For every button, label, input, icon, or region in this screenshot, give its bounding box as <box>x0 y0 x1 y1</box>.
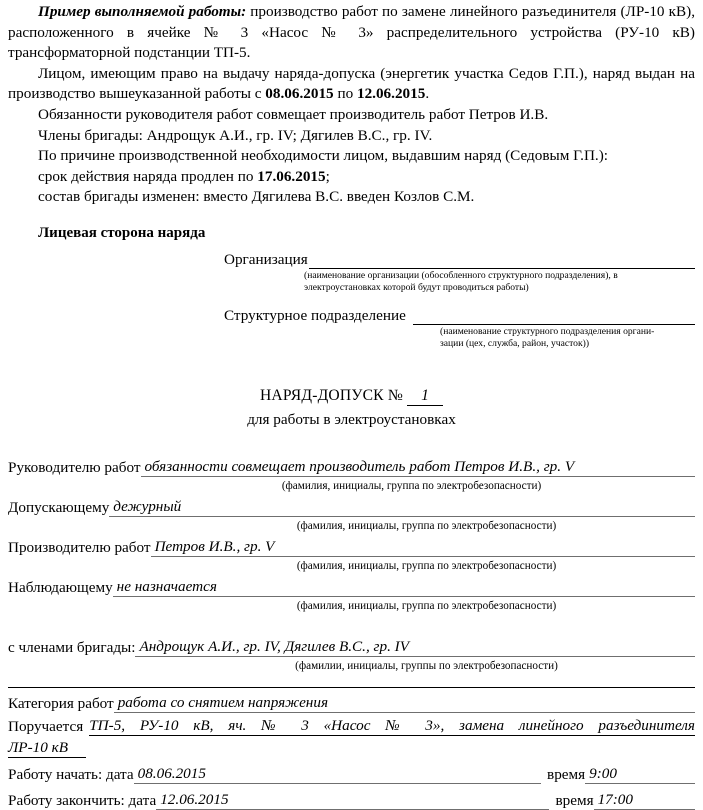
role-value-manager[interactable]: обязанности совмещает производитель работ Петров И.В., гр. V <box>141 458 575 477</box>
subdivision-row <box>8 306 695 325</box>
organization-label: Организация <box>224 250 308 268</box>
role-caption-performer: (фамилия, инициалы, группа по электробезопасности) <box>296 559 557 572</box>
work-start-label: Работу начать: дата <box>8 765 134 783</box>
subdivision-caption <box>440 326 695 351</box>
role-label-manager: Руководителю работ <box>8 458 141 476</box>
role-row-manager <box>8 458 695 477</box>
role-rest-brigade[interactable] <box>409 641 695 657</box>
example-text: производство работ по замене линейного разъединителя (ЛР-10 кВ), расположенного в ячейке № 3 «Насос № 3» распределительного устройства (РУ-10 кВ) трансформаторной подстанции ТП-5. <box>8 3 695 62</box>
role-caption-manager: (фамилия, инициалы, группа по электробезопасности) <box>281 479 542 492</box>
work-end-time[interactable]: 17:00 <box>594 790 633 810</box>
role-row-performer <box>8 538 695 557</box>
section-divider <box>8 687 695 688</box>
role-label-brigade: с членами бригады: <box>8 638 136 656</box>
intro-example-paragraph <box>8 2 695 64</box>
organization-row <box>8 250 695 269</box>
intro-replacement-paragraph: состав бригады изменен: вместо Дягилева В.С. введен Козлов С.М. <box>38 188 475 206</box>
intro-reason-paragraph: По причине производственной необходимости лицом, выдавшим наряд (Седовым Г.П.): <box>38 147 609 165</box>
role-rest-performer[interactable] <box>274 541 695 557</box>
role-label-performer: Производителю работ <box>8 538 151 556</box>
work-start-time[interactable]: 9:00 <box>585 764 617 784</box>
role-rest-manager[interactable] <box>574 461 695 477</box>
example-label: Пример выполняемой работы: <box>38 3 247 20</box>
subdivision-label: Структурное подразделение <box>224 306 406 324</box>
assignment-value-line1[interactable]: ТП-5, РУ-10 кВ, яч. № 3 «Насос № 3», замена линейного разъединителя <box>89 716 695 734</box>
work-end-time-rest[interactable] <box>633 794 695 810</box>
work-end-label: Работу закончить: дата <box>8 791 157 809</box>
extend-prefix: срок действия наряда продлен по <box>38 167 258 185</box>
role-label-observer: Наблюдающему <box>8 578 113 596</box>
extend-suffix: ; <box>325 167 330 185</box>
issue-text-a: Лицом, имеющим право на выдачу наряда-допуска (энергетик участка Седов Г.П.), наряд выдан на производство вышеуказанной работы с <box>8 64 695 103</box>
intro-brigade-paragraph: Члены бригады: Андрощук А.И., гр. IV; Дягилев В.С., гр. IV. <box>38 126 433 144</box>
role-row-admitting <box>8 498 695 517</box>
role-row-brigade <box>8 638 695 657</box>
intro-manager-paragraph: Обязанности руководителя работ совмещает производитель работ Петров И.В. <box>38 105 549 123</box>
intro-issue-paragraph <box>8 64 695 105</box>
work-start-date[interactable]: 08.06.2015 <box>134 764 206 784</box>
issue-date-to: 12.06.2015 <box>356 85 426 103</box>
role-value-observer[interactable]: не назначается <box>113 578 217 597</box>
organization-caption-line1: (наименование организации (обособленного структурного подразделения), в <box>304 269 618 281</box>
organization-caption <box>304 270 693 295</box>
work-category-value[interactable]: работа со снятием напряжения <box>114 693 328 713</box>
order-number-field[interactable]: 1 <box>407 387 443 406</box>
issue-end-text: . <box>425 85 430 103</box>
work-category-label: Категория работ <box>8 694 114 712</box>
issue-mid-text: по <box>333 85 357 103</box>
assignment-label: Поручается <box>8 717 84 735</box>
organization-caption-line2: электроустановках которой будут проводиться работы) <box>304 282 529 294</box>
work-end-time-label: время <box>555 791 594 809</box>
subdivision-caption-line2: зации (цех, служба, район, участок)) <box>440 338 590 350</box>
role-row-observer <box>8 578 695 597</box>
role-value-performer[interactable]: Петров И.В., гр. V <box>151 538 275 557</box>
subdivision-input[interactable] <box>413 310 695 325</box>
work-end-date-rest[interactable] <box>229 794 550 810</box>
document-title-block <box>8 387 695 429</box>
document-subtitle: для работы в электроустановках <box>247 410 456 428</box>
role-caption-admitting: (фамилия, инициалы, группа по электробезопасности) <box>296 519 557 532</box>
extend-date: 17.06.2015 <box>257 167 326 185</box>
role-caption-brigade: (фамилии, инициалы, группы по электробезопасности) <box>295 659 558 672</box>
work-category-rest[interactable] <box>328 697 695 713</box>
work-start-date-rest[interactable] <box>206 768 541 784</box>
work-start-time-rest[interactable] <box>617 768 695 784</box>
work-end-row <box>8 790 695 810</box>
organization-input[interactable] <box>309 254 695 269</box>
role-value-brigade[interactable]: Андрощук А.И., гр. IV, Дягилев В.С., гр. IV <box>135 638 409 657</box>
page-title <box>8 387 695 406</box>
work-end-date[interactable]: 12.06.2015 <box>156 790 228 810</box>
work-category-row <box>8 693 695 713</box>
role-value-admitting[interactable]: дежурный <box>109 498 181 517</box>
role-rest-observer[interactable] <box>217 581 695 597</box>
work-start-row <box>8 764 695 784</box>
issue-date-from: 08.06.2015 <box>265 85 334 103</box>
subdivision-caption-line1: (наименование структурного подразделения органи- <box>440 325 655 337</box>
work-start-time-label: время <box>547 765 586 783</box>
role-caption-observer: (фамилия, инициалы, группа по электробезопасности) <box>296 599 557 612</box>
face-side-heading: Лицевая сторона наряда <box>38 224 206 241</box>
assignment-continuation-row <box>8 739 695 758</box>
assignment-value-line2[interactable]: ЛР-10 кВ <box>8 739 86 758</box>
intro-section <box>8 2 695 208</box>
assignment-row <box>8 717 695 736</box>
role-label-admitting: Допускающему <box>8 498 110 516</box>
intro-extension-paragraph <box>8 167 695 188</box>
title-prefix: НАРЯД-ДОПУСК № <box>259 386 408 404</box>
role-rest-admitting[interactable] <box>181 501 695 517</box>
